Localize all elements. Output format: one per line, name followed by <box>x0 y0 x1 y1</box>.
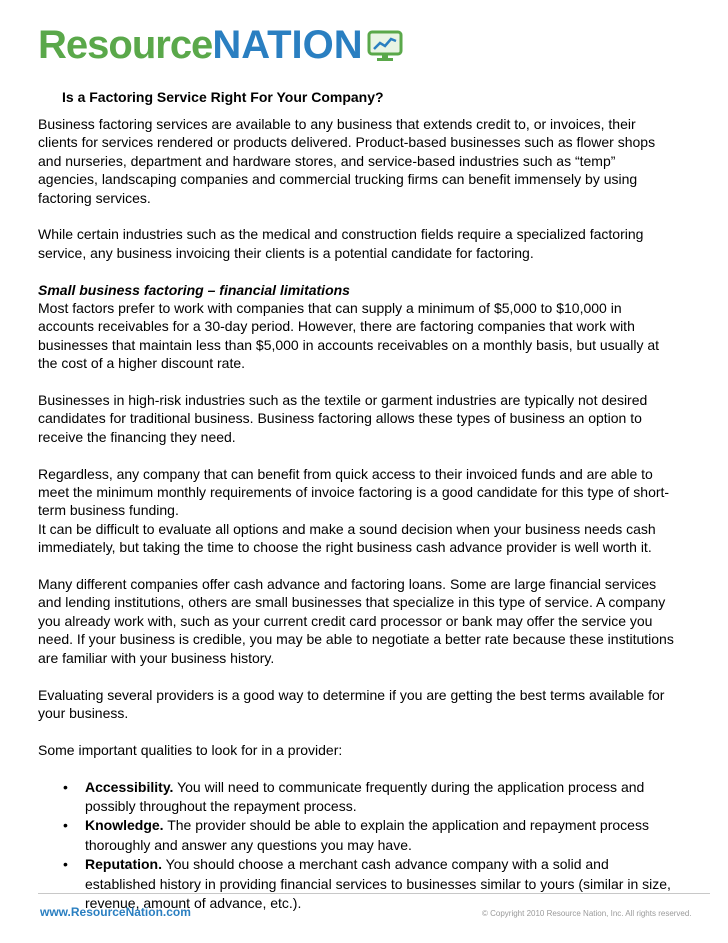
paragraph-intro: Business factoring services are available to any business that extends credit to, or invoices, their clients for services rendered or products delivered. Product-based businesses such as flower shops and nurseries, department and hardware stores, and service-based industries such as “temp” agencies, landscaping companies and commercial trucking firms can benefit immensely by using factoring services. <box>38 116 656 206</box>
paragraph-providers: Many different companies offer cash advance and factoring loans. Some are large financial services and lending institutions, others are small businesses that specialize in this type of service. A company you already work with, such as your current credit card processor or bank may offer the service you need. If your business is credible, you may be able to negotiate a better rate because these institutions are familiar with your business history. <box>38 576 674 666</box>
paragraph-industries: While certain industries such as the medical and construction fields require a specialized factoring service, any business invoicing their clients is a potential candidate for factoring. <box>38 226 644 261</box>
quality-name: Accessibility. <box>85 778 174 795</box>
logo-text-resource: Resource <box>38 23 213 67</box>
footer-divider <box>38 893 710 894</box>
resource-nation-logo <box>38 22 403 68</box>
paragraph-evaluate-options: It can be difficult to evaluate all options and make a sound decision when your business needs cash immediately, but taking the time to choose the right business cash advance provider is well worth it. <box>38 520 656 556</box>
quality-text: You will need to communicate frequently during the application process and possibly throughout the repayment process. <box>85 778 645 814</box>
document-title: Is a Factoring Service Right For Your Company? <box>62 89 384 105</box>
footer-website: www.ResourceNation.com <box>40 905 191 919</box>
paragraph-evaluating: Evaluating several providers is a good way to determine if you are getting the best terms available for your business. <box>38 686 665 721</box>
section-financial-limitations <box>38 281 678 373</box>
footer-copyright: © Copyright 2010 Resource Nation, Inc. All rights reserved. <box>482 909 692 918</box>
list-item <box>85 778 678 817</box>
paragraph-qualities-intro: Some important qualities to look for in a provider: <box>38 741 343 758</box>
section-subheading: Small business factoring – financial limitations <box>38 281 350 298</box>
paragraph-minimums: Most factors prefer to work with companies that can supply a minimum of $5,000 to $10,000 in accounts receivables for a 30-day period. However, there are factoring companies that work with businesses that maintain less than $5,000 in accounts receivables on a monthly basis, but usually at the cost of a higher discount rate. <box>38 300 660 372</box>
logo-text-nation: NATION <box>212 23 363 67</box>
quality-text: The provider should be able to explain the application and repayment process thoroughly and answer any questions you may have. <box>85 817 649 853</box>
quality-name: Knowledge. <box>85 817 164 834</box>
quality-text: You should choose a merchant cash advance company with a solid and established history in providing financial services to businesses similar to yours (similar in size, revenue, amount of advance, etc.). <box>85 856 671 911</box>
document-body <box>38 115 678 913</box>
list-item <box>85 816 678 855</box>
monitor-chart-icon <box>367 30 403 62</box>
quality-name: Reputation. <box>85 856 162 873</box>
paragraph-high-risk: Businesses in high-risk industries such as the textile or garment industries are typically not desired candidates for traditional business. Business factoring allows these types of business an option to receive the financing they need. <box>38 392 648 445</box>
paragraph-regardless: Regardless, any company that can benefit from quick access to their invoiced funds and are able to meet the minimum monthly requirements of invoice factoring is a good candidate for this type of short-term business funding. <box>38 465 670 519</box>
